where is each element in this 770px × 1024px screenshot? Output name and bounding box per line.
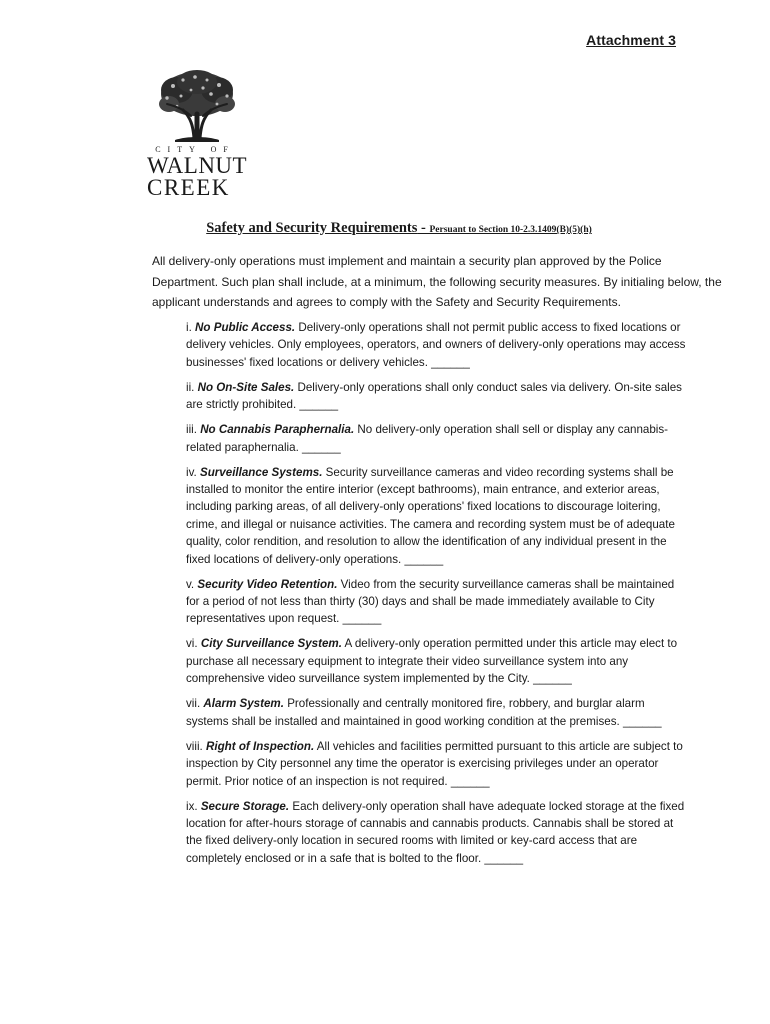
requirement-item-6: [186, 635, 686, 687]
item-number: v.: [186, 577, 195, 591]
logo-creek: CREEK: [147, 175, 230, 200]
title-separator: -: [417, 220, 430, 236]
logo-city-of: CITY OF: [155, 145, 235, 154]
requirement-item-8: [186, 738, 686, 790]
item-text: Delivery-only operations shall not permit public access to fixed locations or delivery vehicles. Only employees, operators, and owners of delivery-only operations may access businesses' fixed locations or delivery vehicles. ______: [186, 321, 686, 369]
item-text: Delivery-only operations shall only conduct sales via delivery. On-site sales are strictly prohibited. ______: [186, 380, 682, 412]
item-lead: No On-Site Sales.: [197, 380, 295, 394]
item-lead: City Surveillance System.: [200, 637, 342, 651]
attachment-label: Attachment 3: [586, 32, 676, 48]
requirement-item-3: [186, 421, 686, 456]
item-text: Professionally and centrally monitored fire, robbery, and burglar alarm systems shall be installed and maintained in good working condition at the premises. ______: [186, 697, 662, 728]
item-text: No delivery-only operation shall sell or display any cannabis-related paraphernalia. ______: [186, 423, 669, 454]
intro-paragraph: All delivery-only operations must implement and maintain a security plan approved by the Police Department. Such plan shall include, at a minimum, the following security measures. By initialing below, the applicant understands and agrees to comply with the Safety and Security Requirements.: [152, 254, 722, 309]
requirement-item-5: [186, 576, 686, 628]
item-number: iii.: [186, 423, 197, 437]
requirement-item-9: [186, 798, 686, 868]
requirement-item-1: [186, 319, 686, 371]
item-number: viii.: [186, 739, 203, 753]
item-text: Video from the security surveillance cameras shall be maintained for a period of not less than thirty (30) days and shall be made immediately available to City representatives upon request. ______: [186, 577, 675, 626]
item-lead: Secure Storage.: [200, 799, 290, 813]
requirement-item-2: [186, 379, 686, 414]
item-number: iv.: [186, 465, 197, 479]
item-text: Each delivery-only operation shall have adequate locked storage at the fixed location for after-hours storage of cannabis and cannabis products. Cannabis shall be stored at the fixed delivery-only location in secured rooms with limited or key-card access that are completely enclosed or in a safe that is bolted to the floor. ______: [186, 799, 685, 865]
logo-walnut: WALNUT: [147, 153, 248, 178]
item-number: ii.: [186, 380, 195, 394]
item-number: i.: [186, 321, 192, 334]
oak-tree-icon: [147, 68, 247, 148]
item-text: Security surveillance cameras and video recording systems shall be installed to monitor the entire interior (except bathrooms), main entrance, and exterior areas, including parking areas, of all delivery-only operations' fixed locations to discourage loitering, crime, and illegal or nuisance activities. The camera and recording system must be of adequate quality, color rendition, and resolution to allow the identification of any individual present in the fixed locations of delivery-only operations. ______: [186, 465, 675, 566]
item-lead: No Cannabis Paraphernalia.: [200, 423, 355, 437]
item-number: vi.: [186, 637, 198, 651]
item-text: All vehicles and facilities permitted pursuant to this article are subject to inspection by City personnel any time the operator is exercising privileges under an operator permit. Prior notice of an inspection is not required. ______: [186, 739, 683, 788]
requirements-list: [186, 319, 686, 875]
item-lead: Security Video Retention.: [197, 577, 338, 591]
item-lead: Alarm System.: [203, 697, 284, 711]
item-text: A delivery-only operation permitted under this article may elect to purchase all necessary equipment to integrate their video surveillance system into any comprehensive video surveillance system implemented by the City. ______: [186, 637, 678, 686]
title-main: Safety and Security Requirements: [206, 220, 418, 236]
page-title: [0, 219, 770, 237]
requirement-item-4: [186, 464, 686, 568]
item-lead: Surveillance Systems.: [199, 465, 323, 479]
item-lead: Right of Inspection.: [205, 739, 315, 753]
item-number: vii.: [186, 697, 201, 711]
item-lead: No Public Access.: [195, 321, 296, 334]
requirement-item-7: [186, 695, 686, 730]
title-sub: Persuant to Section 10-2.3.1409(B)(5)(h): [429, 225, 592, 235]
item-number: ix.: [186, 799, 198, 813]
